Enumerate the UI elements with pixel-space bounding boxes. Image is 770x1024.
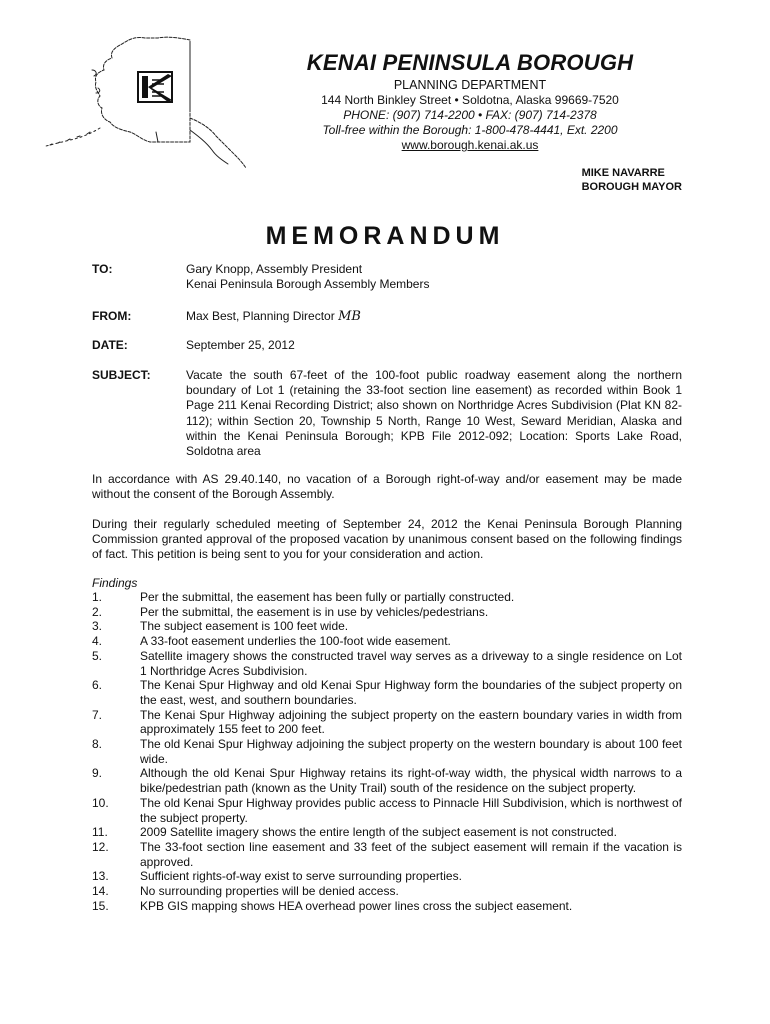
finding-text: A 33-foot easement underlies the 100-foot wide easement. — [140, 634, 451, 649]
mayor-title: BOROUGH MAYOR — [581, 181, 682, 193]
finding-text: The subject easement is 100 feet wide. — [140, 619, 349, 634]
finding-text: The Kenai Spur Highway and old Kenai Spur Highway form the boundaries of the subject property on the east, west, and southern boundaries. — [140, 678, 682, 707]
finding-number: 10. — [92, 795, 109, 810]
finding-text: Per the submittal, the easement has been fully or partially constructed. — [140, 590, 515, 604]
finding-item — [92, 649, 682, 678]
subject-field — [92, 368, 682, 459]
finding-item — [92, 619, 682, 634]
finding-number: 11. — [92, 825, 108, 840]
borough-logo — [40, 30, 260, 180]
finding-item — [92, 796, 682, 825]
finding-item — [92, 590, 682, 605]
to-recipient-1: Gary Knopp, Assembly President — [186, 262, 363, 276]
memo-title: MEMORANDUM — [265, 222, 505, 250]
toll-free-number: Toll-free within the Borough: 1-800-478-4441, Ext. 2200 — [322, 123, 618, 137]
finding-number: 15. — [92, 898, 109, 913]
subject-value: Vacate the south 67-feet of the 100-foot public roadway easement along the northern boundary of Lot 1 (retaining the 33-foot section line easement) as recorded within Book 1 Page 211 Kenai Recording District; also shown on Northridge Acres Subdivision (Plat KN 82-112); within Section 20, Township 5 North, Range 10 West, Seward Meridian, Alaska and within the Kenai Peninsula Borough; KPB File 2012-092; Location: Sports Lake Road, Soldotna area — [186, 368, 682, 459]
finding-item — [92, 766, 682, 795]
findings-heading: Findings — [92, 576, 138, 590]
finding-item — [92, 899, 682, 914]
finding-text: The 33-foot section line easement and 33 feet of the subject easement will remain if the vacation is approved. — [140, 839, 682, 869]
paragraph-consent: In accordance with AS 29.40.140, no vacation of a Borough right-of-way and/or easement may be made without the consent of the Borough Assembly. — [92, 472, 682, 502]
finding-item — [92, 884, 682, 899]
finding-item — [92, 678, 682, 707]
finding-text: Although the old Kenai Spur Highway retains its right-of-way width, the physical width narrows to a bike/pedestrian path (known as the Unity Trail) south of the residence on the subject property. — [140, 766, 682, 796]
finding-number: 6. — [92, 678, 103, 693]
finding-number: 5. — [92, 648, 103, 663]
finding-number: 8. — [92, 737, 103, 752]
date-label: DATE: — [92, 338, 128, 352]
website-link[interactable]: www.borough.kenai.ak.us — [401, 138, 539, 152]
finding-item — [92, 869, 682, 884]
to-label: TO: — [92, 262, 113, 276]
finding-item — [92, 708, 682, 737]
finding-number: 1. — [92, 590, 103, 604]
mayor-name: MIKE NAVARRE — [581, 167, 665, 179]
letterhead — [270, 50, 670, 153]
finding-item — [92, 825, 682, 840]
finding-text: No surrounding properties will be denied access. — [140, 884, 399, 899]
finding-text: Satellite imagery shows the constructed travel way serves as a driveway to a single residence on Lot 1 Northridge Acres Subdivision. — [140, 648, 682, 678]
finding-number: 13. — [92, 869, 109, 884]
finding-number: 14. — [92, 884, 109, 899]
phone-fax: PHONE: (907) 714-2200 • FAX: (907) 714-2378 — [343, 108, 597, 122]
finding-text: The Kenai Spur Highway adjoining the subject property on the eastern boundary varies in width from approximately 155 feet to 200 feet. — [140, 707, 682, 737]
finding-number: 2. — [92, 604, 103, 619]
finding-text: The old Kenai Spur Highway provides public access to Pinnacle Hill Subdivision, which is northwest of the subject property. — [140, 795, 682, 825]
org-name: KENAI PENINSULA BOROUGH — [306, 50, 634, 75]
to-recipient-2: Kenai Peninsula Borough Assembly Members — [186, 277, 430, 292]
finding-number: 7. — [92, 707, 103, 722]
finding-number: 4. — [92, 634, 103, 649]
from-field — [92, 309, 682, 324]
date-value: September 25, 2012 — [186, 338, 295, 352]
date-field — [92, 338, 682, 353]
mayor-block — [582, 166, 682, 194]
finding-text: Sufficient rights-of-way exist to serve surrounding properties. — [140, 869, 462, 884]
finding-text: KPB GIS mapping shows HEA overhead power lines cross the subject easement. — [140, 898, 573, 913]
from-label: FROM: — [92, 309, 132, 323]
finding-text: 2009 Satellite imagery shows the entire length of the subject easement is not constructed. — [140, 825, 617, 840]
finding-item — [92, 737, 682, 766]
finding-item — [92, 605, 682, 620]
finding-text: Per the submittal, the easement is in use by vehicles/pedestrians. — [140, 604, 489, 619]
address: 144 North Binkley Street • Soldotna, Alaska 99669-7520 — [321, 93, 619, 107]
finding-item — [92, 840, 682, 869]
findings-list — [92, 590, 682, 913]
finding-number: 3. — [92, 619, 103, 634]
finding-number: 9. — [92, 766, 103, 781]
department-name: PLANNING DEPARTMENT — [393, 78, 547, 92]
finding-text: The old Kenai Spur Highway adjoining the subject property on the western boundary is about 100 feet wide. — [140, 737, 682, 766]
finding-item — [92, 634, 682, 649]
sender-initials: MB — [338, 309, 361, 324]
from-value: Max Best, Planning Director — [186, 309, 335, 323]
finding-number: 12. — [92, 839, 109, 854]
paragraph-approval: During their regularly scheduled meeting of September 24, 2012 the Kenai Peninsula Borough Planning Commission granted approval of the proposed vacation by unanimous consent based on the following findings of fact. This petition is being sent to you for your consideration and action. — [92, 517, 682, 562]
subject-label: SUBJECT: — [92, 368, 151, 382]
to-field — [92, 262, 682, 292]
